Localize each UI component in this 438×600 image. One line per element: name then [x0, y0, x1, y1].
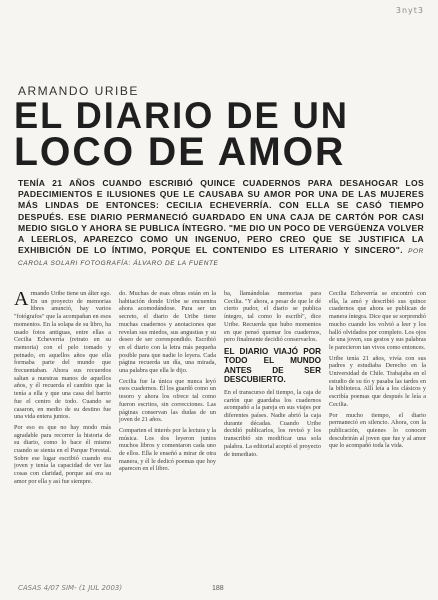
column-1-paragraph-1 [14, 290, 111, 421]
column-1-text: rmando Uribe tiene un álter ego. En un proyecto de memorias libres anunció, hay varios "fotógrafos" que la acompañan en esos momentos. En la solapa de su libro, ha usado fotos antiguas, entre ellas a Cecilia Echeverría (retrato en su memoria) con el pelo tomado y peinado, en aquellos años que ella formaba parte del mundo que frecuentaban. Ahora sus recuerdos saltan a nuestras manos de aquellos años, y él recuerda el cambio que la tenía a ella y que una casa del barrio fue el centro de todo. Cuando se casaron, en medio de su destino fue una vida entera juntos. [14, 290, 111, 421]
column-2 [119, 290, 216, 580]
photo-credits: POR CAROLA SOLARI FOTOGRAFÍA: ÁLVARO DE LA FUENTE [18, 248, 424, 268]
column-2-paragraph-3: Comparten el interés por la lectura y la música. Los dos leyeron juntos muchos libros y comentaron cada uno de ellos. Ella le enseñó a mirar de otra manera, y él le dedicó poemas que hoy aparecen en el libro. [119, 426, 216, 473]
column-3-paragraph-1: ba, llamándolas memorias para Cecilia. "Y ahora, a pesar de que le dé cierto pudor, el diario se publica íntegro, tal como lo escribí", dice Uribe. Recuerda que hubo momentos en que pensó quemar los cuadernos, pero finalmente decidió conservarlos. [224, 290, 321, 344]
headline-line-1: EL DIARIO DE UN [14, 95, 349, 136]
column-4-paragraph-2: Uribe tenía 21 años, vivía con sus padres y estudiaba Derecho en la Universidad de Chile. Trabajaba en el estudio de su tío y pasaba las tardes en la biblioteca. Allí leía a los clásicos y escribía poemas que después le leía a Cecilia. [329, 354, 426, 408]
article-columns [14, 290, 426, 580]
column-1-paragraph-2: Por eso es que no hay modo más agradable para recorrer la historia de su diario, como lo hace él mismo cuando se sienta en el Parque Forestal. Sobre ese lugar escribió cuando era joven y tenía la capacidad de ver las cosas con claridad, porque así era su amor por ella y así fue siempre. [14, 423, 111, 485]
column-3 [224, 290, 321, 580]
author-byline: ARMANDO URIBE [18, 84, 139, 98]
headline [14, 95, 418, 174]
handwritten-footer-note: CASAS 4/07 SIM- (1 JUL 2003) [18, 584, 123, 592]
column-2-paragraph-1: do. Muchas de esas obras están en la habitación donde Uribe se encuentra ahora acomodándose. Para ser un secreto, el diario de Uribe tiene muchas cuadernos y anotaciones que revelan sus miedos, sus angustias y su deseo de ser correspondido. Escribió en el diario con la letra más pequeña posible para que nadie lo leyera. Cada página recuerda un día, una mirada, una palabra que ella le dijo. [119, 290, 216, 375]
column-4-paragraph-3: Por mucho tiempo, el diario permaneció en silencio. Ahora, con la publicación, quienes lo conocen descubrirán al joven que fue y al amor que lo acompañó toda la vida. [329, 411, 426, 450]
corner-mark: 3nyt3 [395, 6, 424, 15]
drop-cap: A [14, 290, 29, 310]
column-2-paragraph-2: Cecilia fue la única que nunca leyó esos cuadernos. Él los guardó como un tesoro y ahora los ofrece tal como fueron escritos, sin correcciones. Las páginas conservan las dudas de un joven de 21 años. [119, 377, 216, 424]
column-3-subhead: EL DIARIO VIAJÓ POR TODO EL MUNDO ANTES DE SER DESCUBIERTO. [224, 346, 321, 385]
column-3-paragraph-2: En el transcurso del tiempo, la caja de cartón que guardaba los cuadernos acompañó a la pareja en sus viajes por diferentes países. Nadie abrió la caja durante décadas. Cuando Uribe decidió publicarlos, los revisó y los transcribió sin modificar una sola palabra. La editorial aceptó el proyecto de inmediato. [224, 388, 321, 458]
lead-text: TENÍA 21 AÑOS CUANDO ESCRIBIÓ QUINCE CUADERNOS PARA DESAHOGAR LOS PADECIMIENTOS E ILUSIONES QUE LE CAUSABA SU AMOR POR UNA DE LAS MUJERES MÁS LINDAS DE ENTONCES: CECILIA ECHEVERRÍA. CON ELLA SE CASÓ TIEMPO DESPUÉS. ESE DIARIO PERMANECIÓ GUARDADO EN UNA CAJA DE CARTÓN POR CASI MEDIO SIGLO Y AHORA SE PUBLICA ÍNTEGRO. "ME DIO UN POCO DE VERGÜENZA VOLVER A LEERLOS, APAREZCO COMO UN INGENUO, PERO CREO QUE SE JUSTIFICA LA EXHIBICIÓN DE LO ÍNTIMO, PORQUE EL CONTENIDO ES LITERARIO Y SINCERO". [18, 178, 424, 256]
headline-line-2: LOCO DE AMOR [14, 130, 346, 174]
column-1 [14, 290, 111, 580]
page-number: 188 [212, 585, 224, 592]
lead-paragraph [18, 178, 424, 270]
column-4 [329, 290, 426, 580]
column-4-paragraph-1: Cecilia Echeverría se encontró con ella, la amó y describió sus quince cuadernos que ahora se publican de manera íntegra. Dice que se sorprendió mucho cuando los volvió a leer y los halló olvidados por completo. Los ojos de una joven, sus gestos y sus palabras le parecieron tan vivos como entonces. [329, 290, 426, 351]
